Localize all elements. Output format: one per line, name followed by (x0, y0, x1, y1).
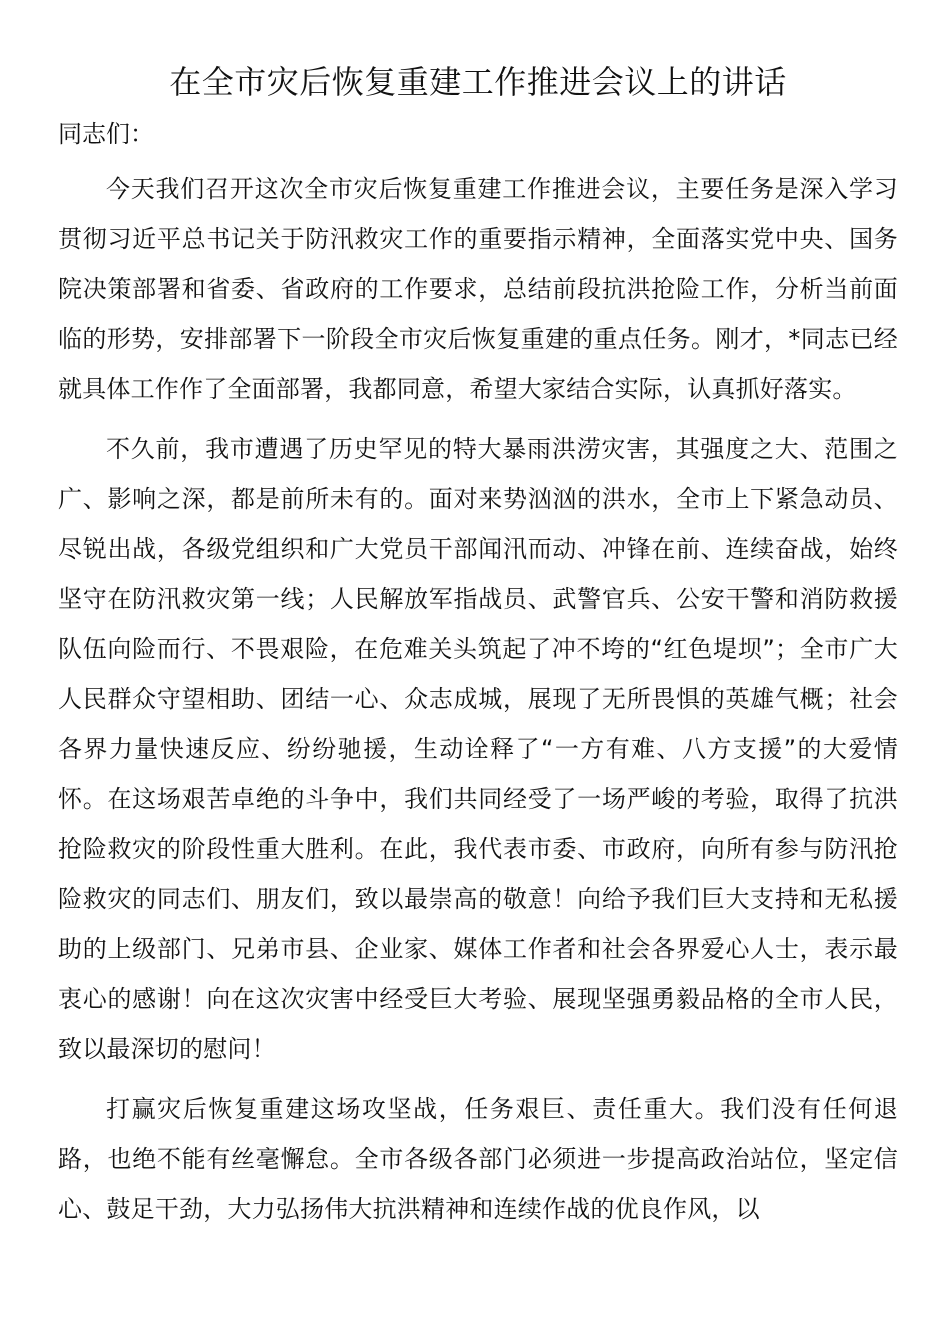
paragraph-1: 今天我们召开这次全市灾后恢复重建工作推进会议，主要任务是深入学习贯彻习近平总书记关于防汛救灾工作的重要指示精神，全面落实党中央、国务院决策部署和省委、省政府的工作要求，总结前段抗洪抢险工作，分析当前面临的形势，安排部署下一阶段全市灾后恢复重建的重点任务。刚才，*同志已经就具体工作作了全面部署，我都同意，希望大家结合实际，认真抓好落实。 (58, 175, 898, 403)
paragraph-2: 不久前，我市遭遇了历史罕见的特大暴雨洪涝灾害，其强度之大、范围之广、影响之深，都是前所未有的。面对来势汹汹的洪水，全市上下紧急动员、尽锐出战，各级党组织和广大党员干部闻汛而动、冲锋在前、连续奋战，始终坚守在防汛救灾第一线；人民解放军指战员、武警官兵、公安干警和消防救援队伍向险而行、不畏艰险，在危难关头筑起了冲不垮的“红色堤坝”；全市广大人民群众守望相助、团结一心、众志成城，展现了无所畏惧的英雄气概；社会各界力量快速反应、纷纷驰援，生动诠释了“一方有难、八方支援”的大爱情怀。在这场艰苦卓绝的斗争中，我们共同经受了一场严峻的考验，取得了抗洪抢险救灾的阶段性重大胜利。在此，我代表市委、市政府，向所有参与防汛抢险救灾的同志们、朋友们，致以最崇高的敬意！向给予我们巨大支持和无私援助的上级部门、兄弟市县、企业家、媒体工作者和社会各界爱心人士，表示最衷心的感谢！向在这次灾害中经受巨大考验、展现坚强勇毅品格的全市人民，致以最深切的慰问！ (58, 435, 898, 1063)
document-page (58, 60, 898, 1234)
salutation: 同志们： (58, 120, 154, 148)
document-title: 在全市灾后恢复重建工作推进会议上的讲话 (169, 63, 787, 101)
paragraph-3: 打赢灾后恢复重建这场攻坚战，任务艰巨、责任重大。我们没有任何退路，也绝不能有丝毫懈怠。全市各级各部门必须进一步提高政治站位，坚定信心、鼓足干劲，大力弘扬伟大抗洪精神和连续作战的优良作风，以 (58, 1095, 898, 1223)
